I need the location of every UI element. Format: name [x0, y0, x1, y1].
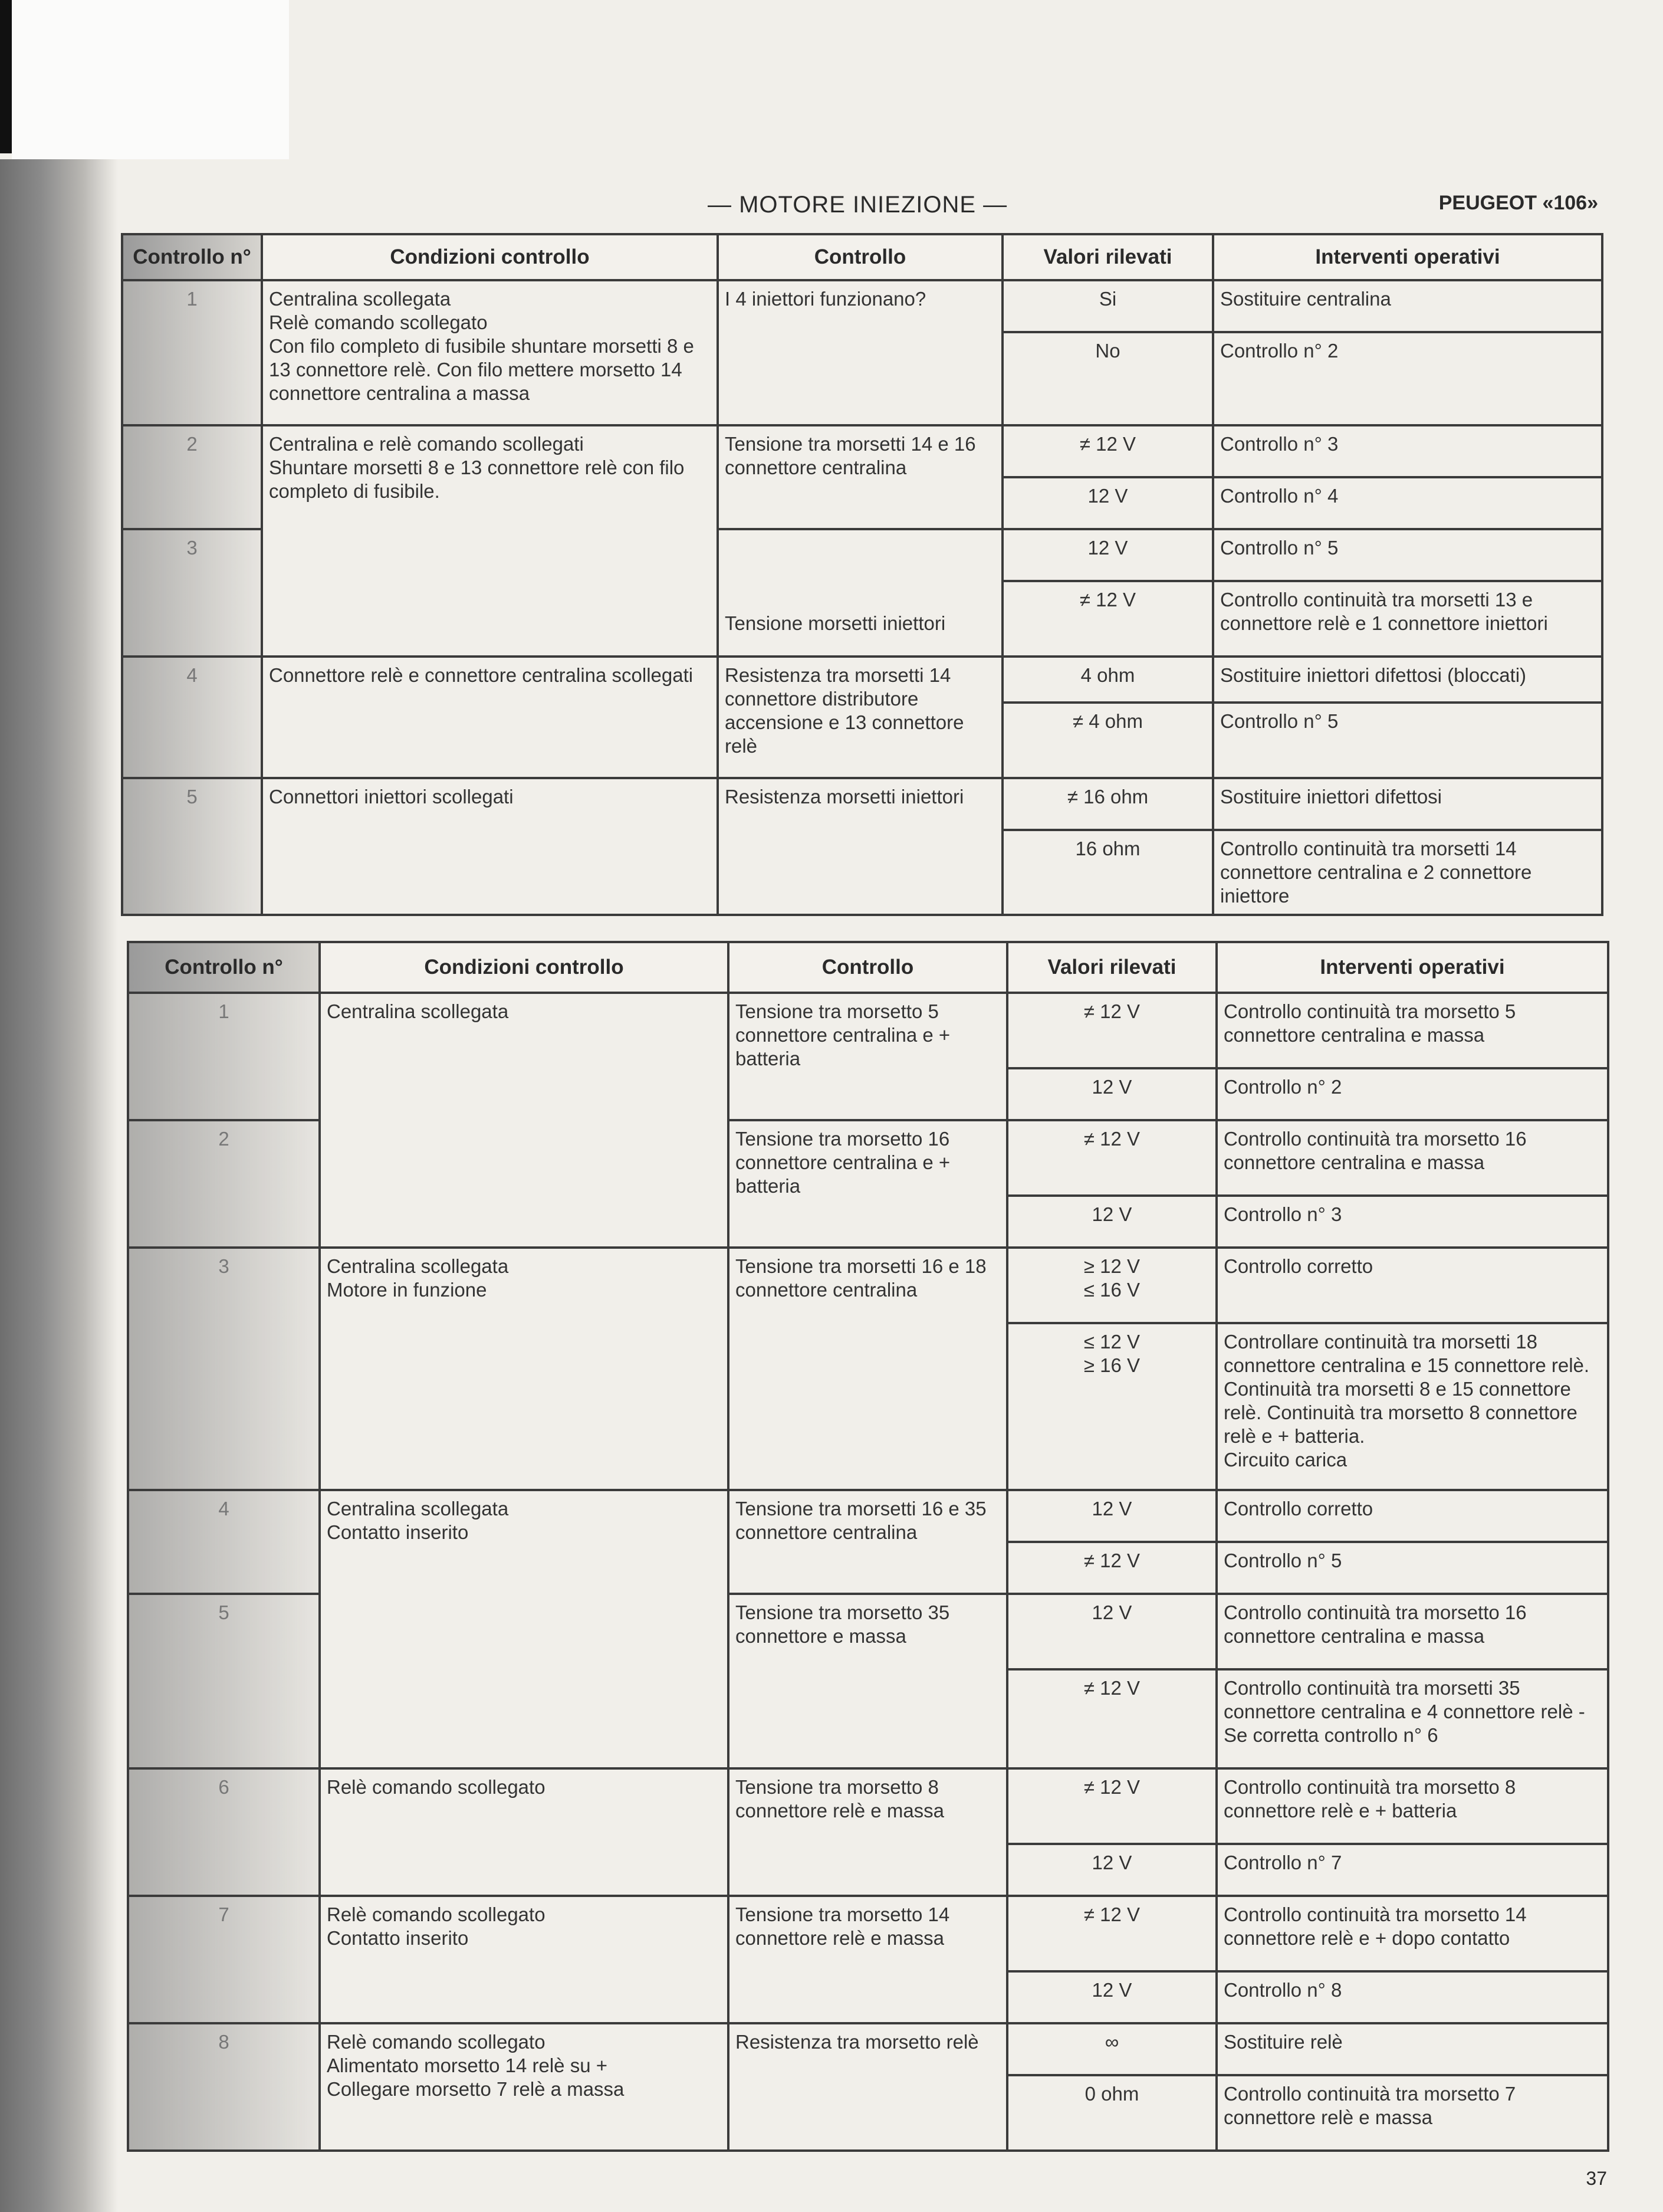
action-cell: Controllo n° 3 [1217, 1196, 1608, 1248]
condition-cell: Centralina scollegata Relè comando scollegato Con filo completo di fusibile shuntare morsetti 8 e 13 connettore relè. Con filo mettere morsetto 14 connettore centralina a massa [262, 280, 718, 425]
action-cell: Controllo corretto [1217, 1248, 1608, 1323]
value-cell: 4 ohm [1003, 657, 1213, 703]
condition-cell: Centralina scollegata [320, 993, 728, 1248]
table-row [122, 425, 1602, 477]
header-condizioni: Condizioni controllo [262, 234, 718, 280]
condition-cell: Centralina scollegata Motore in funzione [320, 1248, 728, 1490]
action-cell: Controllo n° 8 [1217, 1971, 1608, 2023]
action-cell: Controllo continuità tra morsetto 7 connettore relè e massa [1217, 2075, 1608, 2151]
scan-edge-black [0, 0, 12, 153]
action-cell: Controllo n° 5 [1217, 1542, 1608, 1594]
table-header-row [128, 942, 1608, 993]
control-table-2 [127, 941, 1609, 2152]
action-cell: Controllo n° 2 [1217, 1068, 1608, 1120]
action-cell: Sostituire relè [1217, 2023, 1608, 2075]
value-cell: 12 V [1003, 477, 1213, 529]
value-cell: 12 V [1003, 529, 1213, 581]
check-cell: Tensione tra morsetto 8 connettore relè e massa [728, 1768, 1007, 1896]
header-controllo-n: Controllo n° [122, 234, 262, 280]
control-number: 4 [122, 657, 262, 778]
header-interventi: Interventi operativi [1213, 234, 1602, 280]
action-cell: Controllo n° 5 [1213, 703, 1602, 778]
value-cell: ≠ 12 V [1003, 425, 1213, 477]
check-cell: Tensione tra morsetto 14 connettore relè e massa [728, 1896, 1007, 2023]
control-number: 5 [122, 778, 262, 915]
header-controllo: Controllo [728, 942, 1007, 993]
action-cell: Controllo n° 4 [1213, 477, 1602, 529]
scan-edge-white [12, 0, 289, 159]
action-cell: Controllo continuità tra morsetto 14 connettore relè e + dopo contatto [1217, 1896, 1608, 1971]
condition-cell: Centralina e relè comando scollegati Shuntare morsetti 8 e 13 connettore relè con filo completo di fusibile. [262, 425, 718, 657]
binding-shadow [0, 159, 118, 2212]
value-cell: ≥ 12 V ≤ 16 V [1007, 1248, 1217, 1323]
condition-cell: Centralina scollegata Contatto inserito [320, 1490, 728, 1768]
action-cell: Controllo continuità tra morsetti 13 e connettore relè e 1 connettore iniettori [1213, 581, 1602, 657]
control-number: 3 [128, 1248, 320, 1490]
value-cell: 12 V [1007, 1594, 1217, 1669]
value-cell: ≠ 12 V [1007, 1768, 1217, 1844]
action-cell: Sostituire iniettori difettosi [1213, 778, 1602, 830]
action-cell: Controllo n° 3 [1213, 425, 1602, 477]
table-row [128, 1896, 1608, 1971]
condition-cell: Connettore relè e connettore centralina scollegati [262, 657, 718, 778]
control-number: 6 [128, 1768, 320, 1896]
header-controllo: Controllo [718, 234, 1003, 280]
table-row [122, 280, 1602, 332]
value-cell: 0 ohm [1007, 2075, 1217, 2151]
condition-cell: Relè comando scollegato Contatto inserito [320, 1896, 728, 2023]
value-cell: 12 V [1007, 1068, 1217, 1120]
table-row [128, 993, 1608, 1068]
control-number: 3 [122, 529, 262, 657]
header-interventi: Interventi operativi [1217, 942, 1608, 993]
action-cell: Controllare continuità tra morsetti 18 connettore centralina e 15 connettore relè. Continuità tra morsetti 8 e 15 connettore relè. Continuità tra morsetto 8 connettore relè e + batteria. Circuito carica [1217, 1323, 1608, 1490]
table-header-row [122, 234, 1602, 280]
action-cell: Sostituire iniettori difettosi (bloccati) [1213, 657, 1602, 703]
check-cell: Tensione morsetti iniettori [718, 529, 1003, 657]
check-cell: Resistenza morsetti iniettori [718, 778, 1003, 915]
table-row [128, 1768, 1608, 1844]
value-cell: 12 V [1007, 1196, 1217, 1248]
table-row [128, 1490, 1608, 1542]
header-valori: Valori rilevati [1003, 234, 1213, 280]
value-cell: 16 ohm [1003, 830, 1213, 915]
control-number: 5 [128, 1594, 320, 1768]
check-cell: I 4 iniettori funzionano? [718, 280, 1003, 425]
control-table-1 [121, 233, 1603, 916]
action-cell: Sostituire centralina [1213, 280, 1602, 332]
action-cell: Controllo continuità tra morsetto 16 connettore centralina e massa [1217, 1594, 1608, 1669]
control-number: 4 [128, 1490, 320, 1594]
value-cell: 12 V [1007, 1490, 1217, 1542]
check-cell: Resistenza tra morsetto relè [728, 2023, 1007, 2151]
brand-title: PEUGEOT «106» [1438, 192, 1598, 214]
header-condizioni: Condizioni controllo [320, 942, 728, 993]
action-cell: Controllo continuità tra morsetti 35 connettore centralina e 4 connettore relè - Se corretta controllo n° 6 [1217, 1669, 1608, 1768]
value-cell: ≠ 12 V [1007, 1120, 1217, 1196]
control-number: 2 [128, 1120, 320, 1248]
value-cell: ≠ 12 V [1007, 1896, 1217, 1971]
action-cell: Controllo continuità tra morsetto 16 connettore centralina e massa [1217, 1120, 1608, 1196]
page-number: 37 [1586, 2168, 1607, 2189]
value-cell: ≤ 12 V ≥ 16 V [1007, 1323, 1217, 1490]
check-cell: Tensione tra morsetto 5 connettore centralina e + batteria [728, 993, 1007, 1120]
value-cell: ≠ 12 V [1003, 581, 1213, 657]
value-cell: ≠ 12 V [1007, 1669, 1217, 1768]
action-cell: Controllo corretto [1217, 1490, 1608, 1542]
table-row [128, 2023, 1608, 2075]
condition-cell: Relè comando scollegato Alimentato morsetto 14 relè su + Collegare morsetto 7 relè a massa [320, 2023, 728, 2151]
control-number: 8 [128, 2023, 320, 2151]
table-row [122, 657, 1602, 703]
header-valori: Valori rilevati [1007, 942, 1217, 993]
value-cell: 12 V [1007, 1844, 1217, 1896]
control-number: 7 [128, 1896, 320, 2023]
table-row [128, 1248, 1608, 1323]
condition-cell: Connettori iniettori scollegati [262, 778, 718, 915]
header-controllo-n: Controllo n° [128, 942, 320, 993]
check-cell: Tensione tra morsetto 16 connettore centralina e + batteria [728, 1120, 1007, 1248]
value-cell: ≠ 16 ohm [1003, 778, 1213, 830]
condition-cell: Relè comando scollegato [320, 1768, 728, 1896]
value-cell: 12 V [1007, 1971, 1217, 2023]
value-cell: ∞ [1007, 2023, 1217, 2075]
check-cell: Tensione tra morsetti 16 e 35 connettore centralina [728, 1490, 1007, 1594]
value-cell: ≠ 12 V [1007, 993, 1217, 1068]
table-row [122, 778, 1602, 830]
check-cell: Tensione tra morsetti 16 e 18 connettore centralina [728, 1248, 1007, 1490]
action-cell: Controllo n° 5 [1213, 529, 1602, 581]
control-number: 2 [122, 425, 262, 529]
value-cell: ≠ 12 V [1007, 1542, 1217, 1594]
check-cell: Resistenza tra morsetti 14 connettore distributore accensione e 13 connettore relè [718, 657, 1003, 778]
value-cell: Si [1003, 280, 1213, 332]
action-cell: Controllo n° 7 [1217, 1844, 1608, 1896]
control-number: 1 [122, 280, 262, 425]
control-number: 1 [128, 993, 320, 1120]
action-cell: Controllo continuità tra morsetto 5 connettore centralina e massa [1217, 993, 1608, 1068]
action-cell: Controllo continuità tra morsetti 14 connettore centralina e 2 connettore iniettore [1213, 830, 1602, 915]
check-cell: Tensione tra morsetto 35 connettore e massa [728, 1594, 1007, 1768]
check-cell: Tensione tra morsetti 14 e 16 connettore centralina [718, 425, 1003, 529]
value-cell: ≠ 4 ohm [1003, 703, 1213, 778]
value-cell: No [1003, 332, 1213, 425]
action-cell: Controllo n° 2 [1213, 332, 1602, 425]
section-title: — MOTORE INIEZIONE — [708, 192, 1008, 218]
action-cell: Controllo continuità tra morsetto 8 connettore relè e + batteria [1217, 1768, 1608, 1844]
